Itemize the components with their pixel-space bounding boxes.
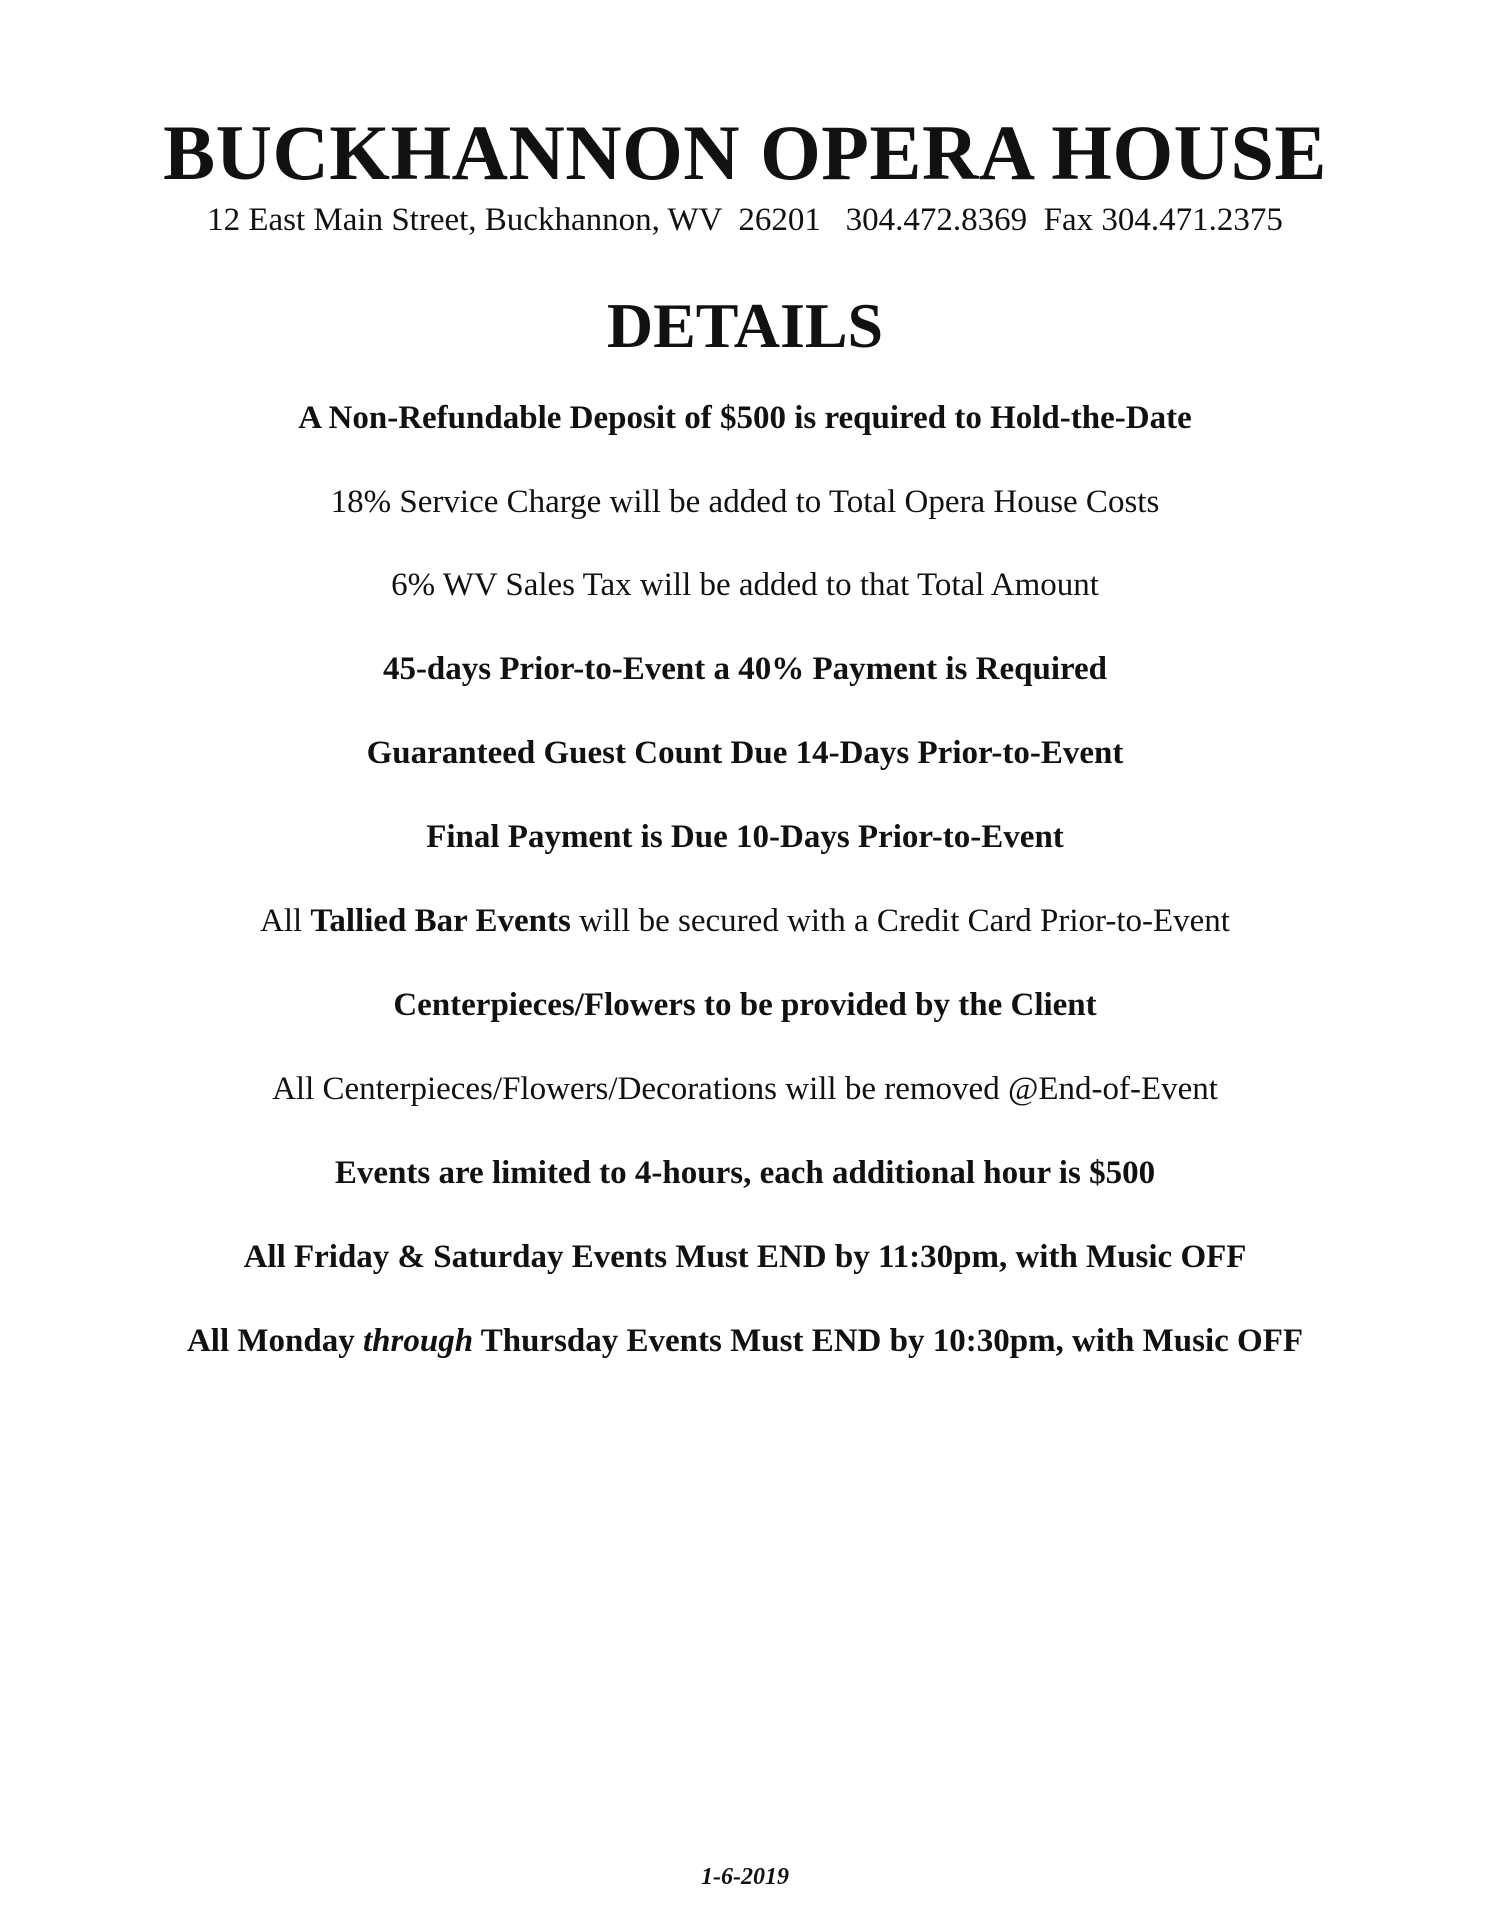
weekday-curfew-prefix: All Monday [186, 1323, 363, 1359]
hours-limit-line: Events are limited to 4-hours, each additional hour is $500 [334, 1155, 1156, 1191]
venue-address: 12 East Main Street, Buckhannon, WV 26201 [207, 202, 821, 238]
details-heading: DETAILS [606, 290, 884, 361]
venue-title: BUCKHANNON OPERA HOUSE [163, 109, 1327, 196]
venue-phone: 304.472.8369 [845, 202, 1028, 238]
deposit-line: A Non-Refundable Deposit of $500 is required to Hold-the-Date [298, 400, 1192, 436]
final-payment-line: Final Payment is Due 10-Days Prior-to-Event [426, 819, 1064, 855]
weekday-curfew-line [0, 1319, 1490, 1363]
bar-events-emphasis: Tallied Bar Events [310, 903, 571, 939]
weekday-curfew-italic: through [362, 1323, 474, 1359]
bar-events-suffix: will be secured with a Credit Card Prior-to-Event [570, 903, 1230, 939]
venue-fax: Fax 304.471.2375 [1043, 202, 1283, 238]
centerpieces-line: Centerpieces/Flowers to be provided by the Client [393, 987, 1097, 1023]
guest-count-line: Guaranteed Guest Count Due 14-Days Prior-to-Event [366, 735, 1124, 771]
payment-45-line: 45-days Prior-to-Event a 40% Payment is Required [382, 651, 1108, 687]
weekday-curfew-suffix: Thursday Events Must END by 10:30pm, with Music OFF [473, 1323, 1304, 1359]
venue-contact-line [0, 198, 1490, 242]
removal-line: All Centerpieces/Flowers/Decorations will be removed @End-of-Event [272, 1071, 1218, 1107]
revision-date: 1-6-2019 [701, 1864, 789, 1890]
service-charge-line: 18% Service Charge will be added to Total Opera House Costs [330, 484, 1160, 520]
bar-events-line [0, 899, 1490, 943]
bar-events-prefix: All [260, 903, 311, 939]
weekend-curfew-line: All Friday & Saturday Events Must END by 11:30pm, with Music OFF [243, 1239, 1247, 1275]
sales-tax-line: 6% WV Sales Tax will be added to that Total Amount [391, 567, 1099, 603]
